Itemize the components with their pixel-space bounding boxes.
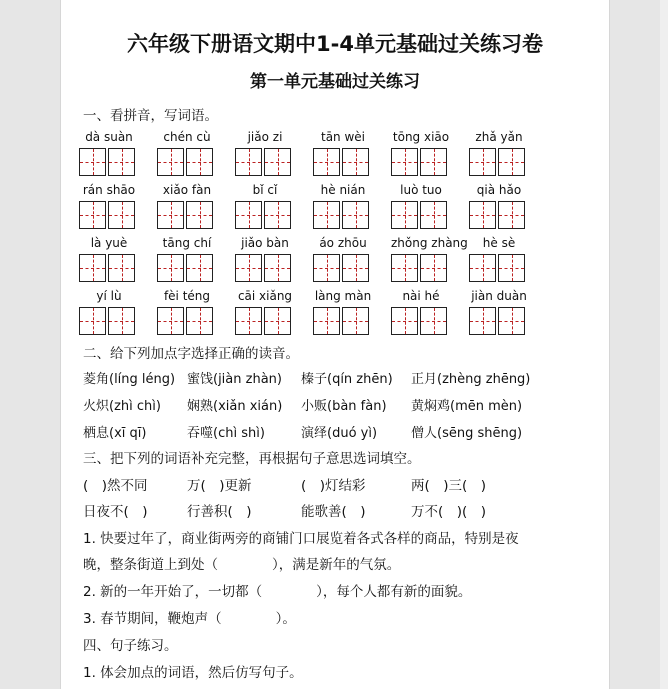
word-cell (469, 289, 529, 335)
pinyin-label: áo zhōu (319, 236, 367, 250)
writing-box (264, 254, 291, 282)
writing-box (157, 307, 184, 335)
pronunciation-item: 栖息(xī qī) (83, 426, 147, 441)
pinyin-label: luò tuo (400, 183, 442, 197)
sentence-1a: 1. 快要过年了，商业街两旁的商铺门口展览着各式各样的商品，特别是夜 (83, 531, 519, 547)
writing-box (264, 307, 291, 335)
writing-box (469, 148, 496, 176)
idiom-item: ( )然不同 (83, 478, 148, 494)
writing-box (313, 307, 340, 335)
writing-box (264, 201, 291, 229)
word-cell (157, 130, 217, 176)
q2-heading: 二、给下列加点字选择正确的读音。 (83, 346, 299, 362)
document-title: 六年级下册语文期中1-4单元基础过关练习卷 (127, 32, 543, 56)
pinyin-label: jiàn duàn (471, 289, 527, 303)
writing-box (186, 148, 213, 176)
word-cell (313, 130, 373, 176)
pinyin-label: jiǎo zi (247, 130, 283, 144)
pinyin-label: yí lù (96, 289, 122, 303)
word-cell (79, 289, 139, 335)
word-cell (235, 289, 295, 335)
pinyin-label: jiǎo bàn (241, 236, 289, 250)
idiom-item: 日夜不( ) (83, 504, 148, 520)
pinyin-label: fèi téng (163, 289, 211, 303)
writing-box (79, 148, 106, 176)
pronunciation-item: 火炽(zhì chì) (83, 399, 161, 414)
pronunciation-item: 演绎(duó yì) (301, 426, 378, 441)
writing-box (342, 148, 369, 176)
writing-box (342, 254, 369, 282)
pronunciation-item: 僧人(sēng shēng) (411, 426, 523, 441)
writing-box (391, 254, 418, 282)
writing-box (186, 307, 213, 335)
idiom-item: 两( )三( ) (411, 478, 487, 494)
word-cell (391, 289, 451, 335)
pronunciation-item: 菱角(líng léng) (83, 372, 176, 387)
writing-box (391, 307, 418, 335)
writing-box (235, 307, 262, 335)
pinyin-label: chén cù (163, 130, 211, 144)
writing-box (108, 254, 135, 282)
word-cell (157, 183, 217, 229)
idiom-item: ( )灯结彩 (301, 478, 366, 494)
writing-box (235, 201, 262, 229)
writing-box (391, 148, 418, 176)
q3-heading: 三、把下列的词语补充完整，再根据句子意思选词填空。 (83, 451, 421, 467)
word-cell (391, 183, 451, 229)
section-title: 第一单元基础过关练习 (250, 72, 420, 92)
writing-box (79, 254, 106, 282)
pinyin-label: nài hé (402, 289, 440, 303)
word-cell (157, 289, 217, 335)
writing-box (498, 307, 525, 335)
word-cell (469, 236, 529, 282)
writing-box (420, 254, 447, 282)
scrollbar[interactable] (660, 0, 668, 689)
sentence-1b: 晚，整条街道上到处（ ），满是新年的气氛。 (83, 557, 401, 573)
word-cell (79, 183, 139, 229)
writing-box (186, 201, 213, 229)
writing-box (157, 254, 184, 282)
writing-box (313, 254, 340, 282)
pinyin-label: xiǎo fàn (162, 183, 212, 197)
idiom-item: 万( )更新 (187, 478, 252, 494)
sentence-2: 2. 新的一年开始了，一切都（ ），每个人都有新的面貌。 (83, 584, 472, 600)
word-cell (235, 183, 295, 229)
pronunciation-item: 蜜饯(jiàn zhàn) (187, 372, 282, 387)
pinyin-label: bǐ cǐ (252, 183, 278, 197)
writing-box (108, 148, 135, 176)
writing-box (264, 148, 291, 176)
writing-box (108, 201, 135, 229)
word-cell (469, 183, 529, 229)
pinyin-label: làng màn (314, 289, 372, 303)
writing-box (79, 307, 106, 335)
writing-box (157, 201, 184, 229)
writing-box (469, 307, 496, 335)
pronunciation-item: 黄焖鸡(mēn mèn) (411, 399, 523, 414)
word-cell (313, 289, 373, 335)
pinyin-label: qià hǎo (476, 183, 522, 197)
word-cell (157, 236, 217, 282)
writing-box (498, 148, 525, 176)
word-cell (469, 130, 529, 176)
pinyin-label: tōng xiāo (392, 130, 450, 144)
q4-sentence-1: 1. 体会加点的词语，然后仿写句子。 (83, 665, 303, 681)
writing-box (420, 148, 447, 176)
pinyin-label: zhǎ yǎn (475, 130, 523, 144)
writing-box (342, 307, 369, 335)
pinyin-label: rán shāo (82, 183, 136, 197)
writing-box (186, 254, 213, 282)
writing-box (342, 201, 369, 229)
word-cell (313, 183, 373, 229)
q4-heading: 四、句子练习。 (83, 638, 178, 654)
word-cell (79, 130, 139, 176)
pinyin-label: dà suàn (85, 130, 133, 144)
writing-box (313, 201, 340, 229)
writing-box (420, 307, 447, 335)
writing-box (469, 201, 496, 229)
pinyin-label: cāi xiǎng (237, 289, 293, 303)
pronunciation-item: 小贩(bàn fàn) (301, 399, 387, 414)
pinyin-label: hè nián (320, 183, 366, 197)
writing-box (313, 148, 340, 176)
word-cell (391, 236, 468, 282)
sentence-3: 3. 春节期间，鞭炮声（ ）。 (83, 611, 296, 627)
writing-box (391, 201, 418, 229)
word-cell (391, 130, 451, 176)
pinyin-label: tān wèi (320, 130, 365, 144)
word-cell (79, 236, 139, 282)
word-cell (313, 236, 373, 282)
pinyin-label: zhǒng zhàng (391, 236, 468, 250)
writing-box (420, 201, 447, 229)
document-page (60, 0, 610, 689)
writing-box (235, 254, 262, 282)
q1-heading: 一、看拼音，写词语。 (83, 108, 218, 124)
writing-box (157, 148, 184, 176)
pronunciation-item: 正月(zhèng zhēng) (411, 372, 531, 387)
pronunciation-item: 榛子(qín zhēn) (301, 372, 393, 387)
writing-box (498, 254, 525, 282)
word-cell (235, 130, 295, 176)
pronunciation-item: 吞噬(chì shì) (187, 426, 265, 441)
pinyin-label: là yuè (90, 236, 128, 250)
pinyin-label: hè sè (482, 236, 516, 250)
writing-box (79, 201, 106, 229)
writing-box (235, 148, 262, 176)
word-cell (235, 236, 295, 282)
writing-box (469, 254, 496, 282)
idiom-item: 行善积( ) (187, 504, 252, 520)
writing-box (498, 201, 525, 229)
pronunciation-item: 娴熟(xiǎn xián) (187, 399, 283, 414)
idiom-item: 万不( )( ) (411, 504, 487, 520)
writing-box (108, 307, 135, 335)
pinyin-label: tāng chí (162, 236, 212, 250)
idiom-item: 能歌善( ) (301, 504, 366, 520)
